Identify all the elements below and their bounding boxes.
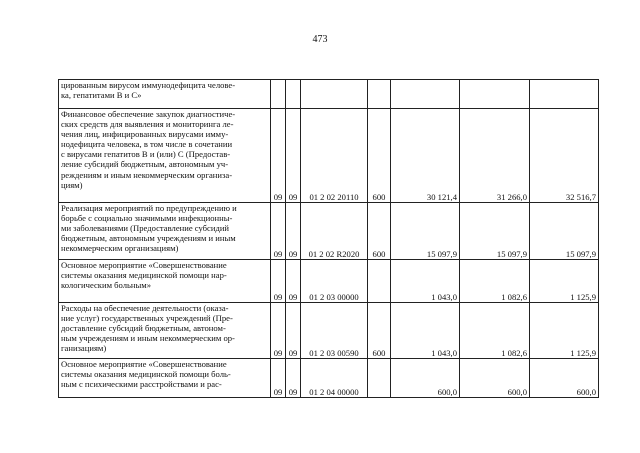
description-line: бюджетным, автономным учреждениям и иным xyxy=(61,233,236,244)
amount-year-3: 15 097,9 xyxy=(530,203,599,260)
description-line: циям) xyxy=(61,179,83,190)
section-code: 09 xyxy=(271,260,286,303)
description-line: Реализация мероприятий по предупреждению и xyxy=(61,203,237,213)
description-line: доставление субсидий бюджетным, автоном- xyxy=(61,323,226,334)
amount-year-3: 32 516,7 xyxy=(530,109,599,203)
description-line: ка, гепатитами B и C» xyxy=(61,90,142,101)
amount-year-3: 1 125,9 xyxy=(530,303,599,359)
amount-year-2 xyxy=(460,80,530,109)
target-article-code: 01 2 02 20110 xyxy=(301,109,368,203)
row-description xyxy=(59,203,271,260)
row-description xyxy=(59,260,271,303)
row-description xyxy=(59,109,271,203)
description-line: нодефицита человека, в том числе в сочетании xyxy=(61,139,233,150)
amount-year-2: 1 082,6 xyxy=(460,260,530,303)
page-number: 473 xyxy=(312,34,328,45)
row-description xyxy=(59,303,271,359)
target-article-code: 01 2 02 R2020 xyxy=(301,203,368,260)
subsection-code: 09 xyxy=(286,260,301,303)
description-line: ми заболеваниями (Предоставление субсидий xyxy=(61,223,230,234)
amount-year-1: 30 121,4 xyxy=(391,109,460,203)
expense-type-code: 600 xyxy=(368,109,391,203)
description-line: цированным вирусом иммунодефицита челове- xyxy=(61,80,236,90)
table-row xyxy=(59,80,599,109)
budget-table xyxy=(58,79,599,398)
description-line: ских средств для выявления и мониторинга ле- xyxy=(61,119,234,130)
description-line: ление субсидий бюджетным, автономным уч- xyxy=(61,159,229,170)
table-row xyxy=(59,109,599,203)
table-row xyxy=(59,359,599,398)
section-code: 09 xyxy=(271,109,286,203)
target-article-code xyxy=(301,80,368,109)
section-code: 09 xyxy=(271,359,286,398)
description-line: ние услуг) государственных учреждений (Пре- xyxy=(61,313,233,324)
description-line: с вирусами гепатитов B и (или) C (Предостав- xyxy=(61,149,231,160)
target-article-code: 01 2 03 00590 xyxy=(301,303,368,359)
expense-type-code xyxy=(368,80,391,109)
description-line: чения лиц, инфицированных вирусами имму- xyxy=(61,129,229,140)
description-line: некоммерческим организациям) xyxy=(61,243,179,254)
description-line: системы оказания медицинской помощи нар- xyxy=(61,270,227,281)
description-line: реждениям и иным некоммерческим организа- xyxy=(61,169,233,180)
amount-year-2: 600,0 xyxy=(460,359,530,398)
description-line: Основное мероприятие «Совершенствование xyxy=(61,359,227,369)
target-article-code: 01 2 04 00000 xyxy=(301,359,368,398)
amount-year-1 xyxy=(391,80,460,109)
expense-type-code xyxy=(368,260,391,303)
table-row xyxy=(59,203,599,260)
description-line: ганизациям) xyxy=(61,343,107,354)
target-article-code: 01 2 03 00000 xyxy=(301,260,368,303)
amount-year-2: 31 266,0 xyxy=(460,109,530,203)
section-code: 09 xyxy=(271,303,286,359)
description-line: Финансовое обеспечение закупок диагностиче- xyxy=(61,109,236,119)
description-line: кологическим больным» xyxy=(61,280,152,291)
subsection-code xyxy=(286,80,301,109)
description-line: ным с психическими расстройствами и рас- xyxy=(61,379,222,390)
description-line: Основное мероприятие «Совершенствование xyxy=(61,260,227,270)
description-line: борьбе с социально значимыми инфекционны- xyxy=(61,213,233,224)
amount-year-3: 1 125,9 xyxy=(530,260,599,303)
expense-type-code xyxy=(368,359,391,398)
amount-year-1: 1 043,0 xyxy=(391,260,460,303)
amount-year-1: 15 097,9 xyxy=(391,203,460,260)
subsection-code: 09 xyxy=(286,203,301,260)
subsection-code: 09 xyxy=(286,303,301,359)
subsection-code: 09 xyxy=(286,109,301,203)
subsection-code: 09 xyxy=(286,359,301,398)
amount-year-2: 15 097,9 xyxy=(460,203,530,260)
section-code xyxy=(271,80,286,109)
description-line: ным учреждениям и иным некоммерческим ор- xyxy=(61,333,235,344)
row-description xyxy=(59,359,271,398)
amount-year-1: 600,0 xyxy=(391,359,460,398)
amount-year-1: 1 043,0 xyxy=(391,303,460,359)
expense-type-code: 600 xyxy=(368,303,391,359)
description-line: системы оказания медицинской помощи боль- xyxy=(61,369,231,380)
table-row xyxy=(59,260,599,303)
expense-type-code: 600 xyxy=(368,203,391,260)
row-description xyxy=(59,80,271,109)
section-code: 09 xyxy=(271,203,286,260)
table-row xyxy=(59,303,599,359)
amount-year-2: 1 082,6 xyxy=(460,303,530,359)
description-line: Расходы на обеспечение деятельности (оказа- xyxy=(61,303,229,313)
amount-year-3: 600,0 xyxy=(530,359,599,398)
amount-year-3 xyxy=(530,80,599,109)
